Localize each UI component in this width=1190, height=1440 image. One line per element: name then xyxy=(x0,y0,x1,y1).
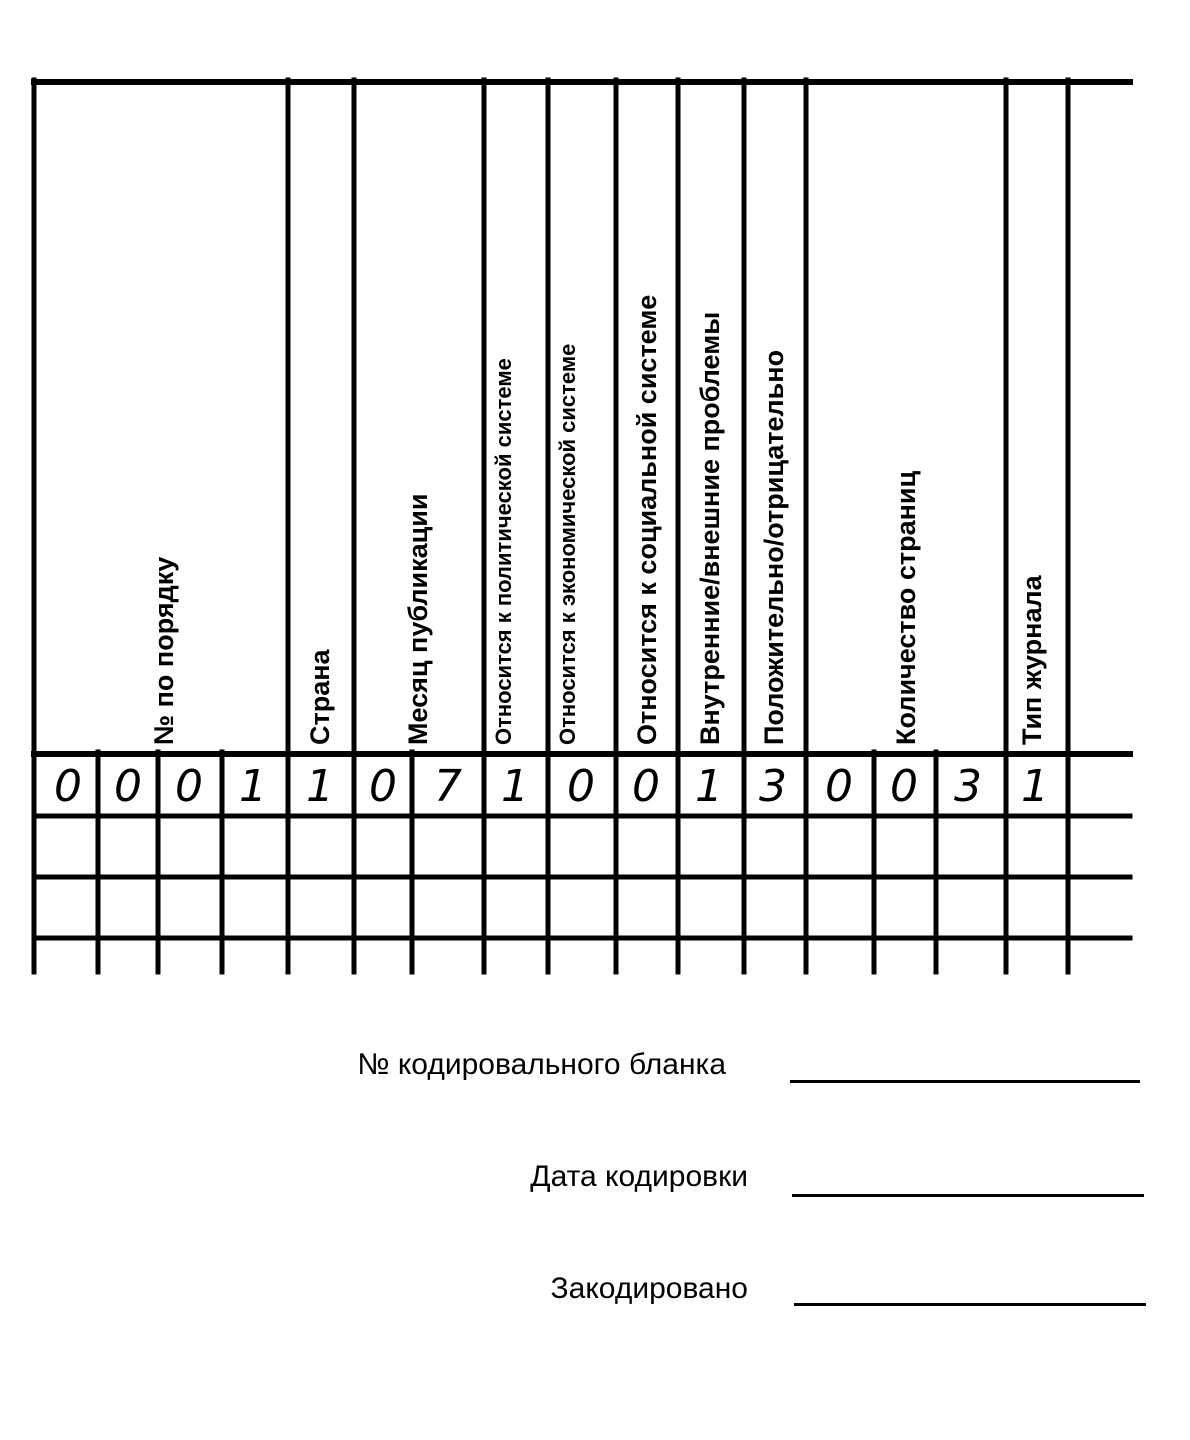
code-digit: 0 xyxy=(632,761,660,812)
code-digit: 0 xyxy=(567,761,595,812)
coding-date-label: Дата кодировки xyxy=(530,1160,748,1193)
form-number-field-line[interactable] xyxy=(790,1080,1140,1083)
code-digit: 1 xyxy=(501,761,529,812)
code-digit: 0 xyxy=(825,761,853,812)
form-number-label: № кодировального бланка xyxy=(357,1048,726,1081)
column-header-political-system: Относится к политической системе xyxy=(491,358,516,745)
code-digit: 0 xyxy=(369,761,397,812)
column-header-publication-month: Месяц публикации xyxy=(403,493,433,745)
column-header-page-count: Количество страниц xyxy=(891,470,921,745)
code-digit: 0 xyxy=(890,761,918,812)
code-digit: 0 xyxy=(175,761,203,812)
column-header-serial-number: № по порядку xyxy=(149,556,179,745)
column-header-social-system: Относится к социальной системе xyxy=(632,294,662,745)
code-digit: 1 xyxy=(239,761,267,812)
code-digit: 3 xyxy=(954,761,982,812)
code-digit: 7 xyxy=(434,761,462,812)
code-digit: 0 xyxy=(54,761,82,812)
column-header-economic-system: Относится к экономической системе xyxy=(555,343,580,745)
column-header-country: Страна xyxy=(305,649,335,745)
code-digit: 1 xyxy=(306,761,334,812)
column-header-positive-negative: Положительно/отрицательно xyxy=(759,349,789,745)
code-digit: 1 xyxy=(1021,761,1049,812)
code-digit: 3 xyxy=(759,761,787,812)
coded-by-label: Закодировано xyxy=(550,1272,748,1305)
column-header-journal-type: Тип журнала xyxy=(1017,575,1047,745)
column-header-internal-external-problems: Внутренние/внешние проблемы xyxy=(695,311,725,745)
coded-by-field-line[interactable] xyxy=(794,1303,1146,1306)
code-digit: 1 xyxy=(695,761,723,812)
code-digit: 0 xyxy=(114,761,142,812)
coding-date-field-line[interactable] xyxy=(792,1194,1144,1197)
